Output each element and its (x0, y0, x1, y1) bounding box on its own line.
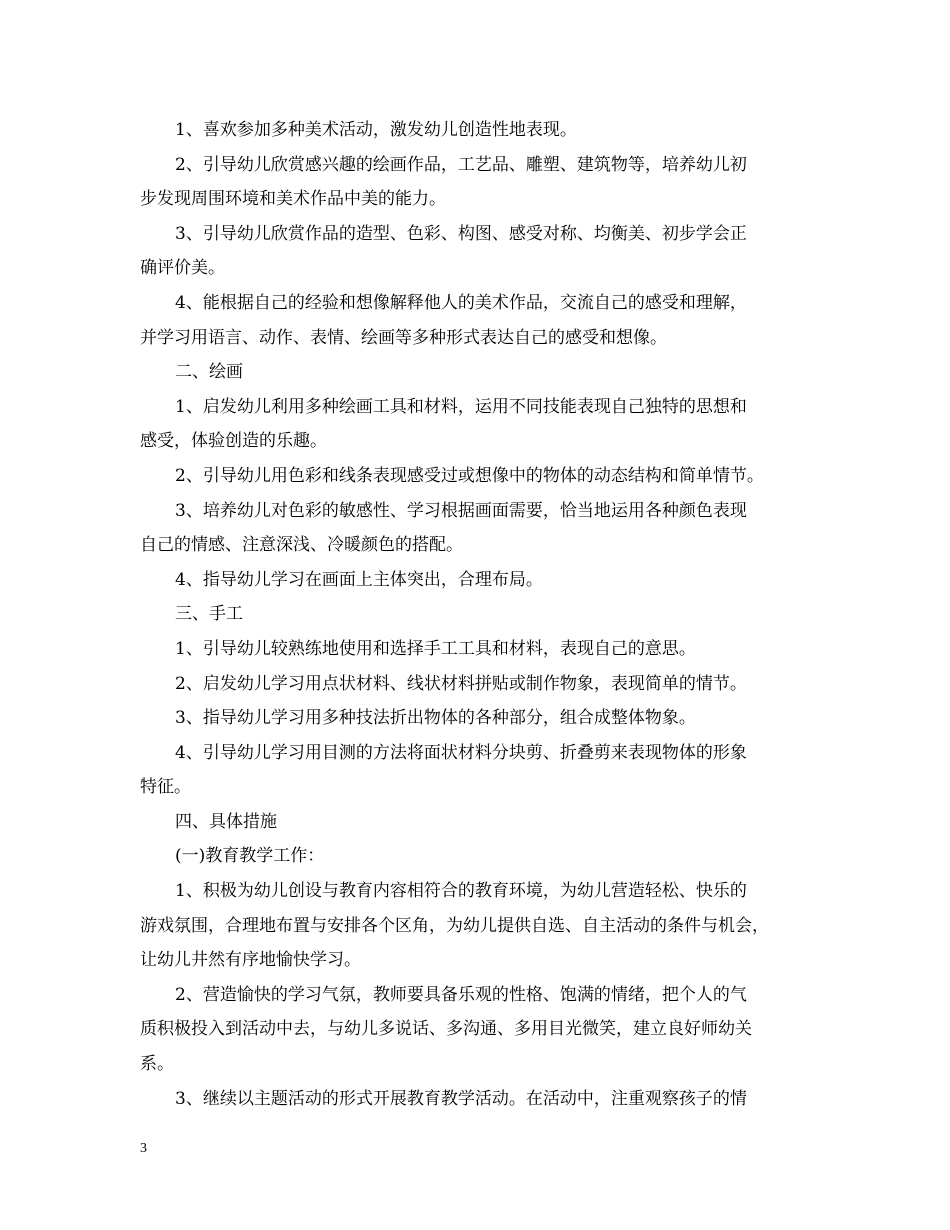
text-line: 感受，体验创造的乐趣。 (140, 431, 327, 452)
text-line: (一)教育教学工作： (175, 846, 325, 867)
text-line: 1、引导幼儿较熟练地使用和选择手工工具和材料，表现自己的意思。 (175, 638, 696, 659)
text-line: 2、启发幼儿学习用点状材料、线状材料拼贴或制作物象，表现简单的情节。 (175, 673, 747, 694)
text-line: 1、积极为幼儿创设与教育内容相符合的教育环境，为幼儿营造轻松、快乐的 (175, 881, 747, 902)
text-line: 3、指导幼儿学习用多种技法折出物体的各种部分，组合成整体物象。 (175, 708, 696, 729)
text-line: 三、手工 (175, 604, 243, 625)
text-line: 游戏氛围，合理地布置与安排各个区角，为幼儿提供自选、自主活动的条件与机会， (140, 915, 769, 936)
text-line: 特征。 (140, 777, 191, 798)
text-line: 四、具体措施 (175, 811, 277, 832)
text-line: 二、绘画 (175, 362, 243, 383)
text-line: 4、引导幼儿学习用目测的方法将面状材料分块剪、折叠剪来表现物体的形象 (175, 742, 747, 763)
text-line: 3、培养幼儿对色彩的敏感性、学习根据画面需要，恰当地运用各种颜色表现 (175, 500, 747, 521)
text-line: 4、指导幼儿学习在画面上主体突出，合理布局。 (175, 569, 543, 590)
text-line: 4、能根据自己的经验和想像解释他人的美术作品，交流自己的感受和理解， (175, 292, 747, 313)
text-line: 让幼儿井然有序地愉快学习。 (140, 950, 361, 971)
text-line: 1、启发幼儿利用多种绘画工具和材料，运用不同技能表现自己独特的思想和 (175, 396, 747, 417)
text-line: 2、引导幼儿欣赏感兴趣的绘画作品，工艺品、雕塑、建筑物等，培养幼儿初 (175, 154, 747, 175)
text-line: 3、继续以主题活动的形式开展教育教学活动。在活动中，注重观察孩子的情 (175, 1088, 747, 1109)
text-line: 质积极投入到活动中去，与幼儿多说话、多沟通、多用目光微笑，建立良好师幼关 (140, 1019, 752, 1040)
page-number: 3 (140, 1141, 147, 1156)
text-line: 并学习用语言、动作、表情、绘画等多种形式表达自己的感受和想像。 (140, 327, 667, 348)
text-line: 2、营造愉快的学习气氛，教师要具备乐观的性格、饱满的情绪，把个人的气 (175, 984, 747, 1005)
document-body (140, 113, 812, 1116)
text-line: 步发现周围环境和美术作品中美的能力。 (140, 189, 446, 210)
text-line: 自己的情感、注意深浅、冷暖颜色的搭配。 (140, 535, 463, 556)
text-line: 确评价美。 (140, 258, 225, 279)
text-line: 2、引导幼儿用色彩和线条表现感受过或想像中的物体的动态结构和简单情节。 (175, 465, 764, 486)
text-line: 1、喜欢参加多种美术活动，激发幼儿创造性地表现。 (175, 120, 577, 140)
text-line: 系。 (140, 1054, 174, 1075)
text-line: 3、引导幼儿欣赏作品的造型、色彩、构图、感受对称、均衡美、初步学会正 (175, 223, 747, 244)
